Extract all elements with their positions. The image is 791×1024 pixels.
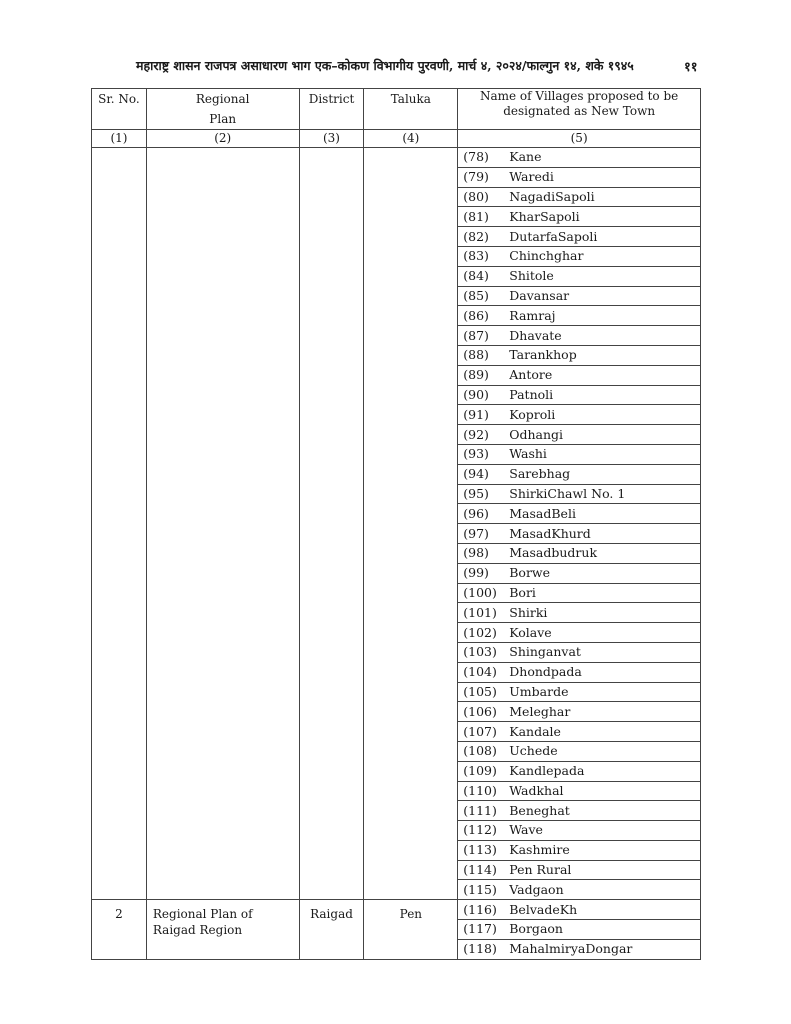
table-row-block-1 (92, 148, 701, 900)
village-row (458, 741, 700, 761)
village-name: Dhavate (507, 326, 700, 346)
village-name: Davansar (507, 286, 700, 306)
village-number: (84) (458, 266, 507, 286)
village-number: (103) (458, 642, 507, 662)
village-row (458, 425, 700, 445)
village-number: (96) (458, 504, 507, 524)
village-number: (115) (458, 880, 507, 899)
village-number: (92) (458, 425, 507, 445)
village-name: Kane (509, 149, 542, 165)
village-row (458, 484, 700, 504)
village-name: MasadKhurd (507, 524, 700, 544)
village-row (458, 187, 700, 207)
village-row (458, 722, 700, 742)
village-name: Patnoli (507, 385, 700, 405)
village-row (458, 385, 700, 405)
village-name: Ramraj (507, 306, 700, 326)
village-number: (109) (458, 761, 507, 781)
village-number: (82) (458, 227, 507, 247)
village-name: Wadkhal (507, 781, 700, 801)
village-name: Beneghat (507, 801, 700, 821)
villages-table (91, 88, 701, 960)
village-name: Shirki (507, 603, 700, 623)
village-name: Uchede (507, 741, 700, 761)
village-number: (114) (458, 860, 507, 880)
village-number: (113) (458, 840, 507, 860)
village-name: Waredi (507, 167, 700, 187)
village-name: Antore (507, 365, 700, 385)
village-name: Koproli (507, 405, 700, 425)
village-row (458, 662, 700, 682)
village-row (458, 543, 700, 563)
village-number: (118) (458, 939, 507, 958)
village-name: Kashmire (507, 840, 700, 860)
village-number: (105) (458, 682, 507, 702)
village-row (458, 840, 700, 860)
col-header-villages: Name of Villages proposed to be designated as New Town (458, 89, 701, 130)
village-number: (91) (458, 405, 507, 425)
village-name: MahalmiryaDongar (507, 939, 700, 958)
village-row (458, 227, 700, 247)
village-row (458, 642, 700, 662)
village-row (458, 345, 700, 365)
village-number: (112) (458, 821, 507, 841)
village-name: Vadgaon (507, 880, 700, 899)
village-number: (94) (458, 464, 507, 484)
village-row (458, 563, 700, 583)
village-row (458, 405, 700, 425)
village-name: NagadiSapoli (507, 187, 700, 207)
taluka-name: Pen (364, 900, 458, 959)
col-header-regional-plan: Regional Plan (146, 89, 299, 130)
village-number: (81) (458, 207, 507, 227)
village-name: Borwe (507, 563, 700, 583)
village-number: (89) (458, 365, 507, 385)
village-number: (102) (458, 623, 507, 643)
col-number: (5) (458, 130, 701, 148)
village-row (458, 148, 700, 167)
village-name: BelvadeKh (509, 901, 578, 917)
col-header-sr: Sr. No. (92, 89, 147, 130)
village-row (458, 821, 700, 841)
district-name: Raigad (299, 900, 364, 959)
village-number: (100) (458, 583, 507, 603)
village-number: (98) (458, 543, 507, 563)
village-number: (117) (458, 920, 507, 940)
village-name: Shinganvat (507, 642, 700, 662)
village-number: (93) (458, 444, 507, 464)
village-number: (107) (458, 722, 507, 742)
village-row (458, 365, 700, 385)
village-number: (99) (458, 563, 507, 583)
village-name: KharSapoli (507, 207, 700, 227)
village-row (458, 900, 700, 919)
village-number: (80) (458, 187, 507, 207)
village-number: (110) (458, 781, 507, 801)
village-name: DutarfaSapoli (507, 227, 700, 247)
village-row (458, 781, 700, 801)
village-row (458, 266, 700, 286)
village-row (458, 761, 700, 781)
village-row (458, 702, 700, 722)
page-number: ११ (684, 60, 698, 75)
column-number-row (92, 130, 701, 148)
village-row (458, 939, 700, 958)
village-number: (95) (458, 484, 507, 504)
village-row (458, 444, 700, 464)
village-number: (97) (458, 524, 507, 544)
village-name: Washi (507, 444, 700, 464)
village-list-block-2 (458, 900, 700, 958)
village-name: Borgaon (507, 920, 700, 940)
village-list-block-1 (458, 148, 700, 899)
village-name: Umbarde (507, 682, 700, 702)
village-name: Wave (507, 821, 700, 841)
village-name: Bori (507, 583, 700, 603)
village-row (458, 464, 700, 484)
village-number: (108) (458, 741, 507, 761)
table-row-block-2 (92, 900, 701, 959)
village-number: (88) (458, 345, 507, 365)
gazette-header-title: महाराष्ट्र शासन राजपत्र असाधारण भाग एक–कोकण विभागीय पुरवणी, मार्च ४, २०२४/फाल्गुन १४, शके १९४५ (136, 58, 634, 73)
village-number: (78) (463, 149, 489, 165)
village-number: (86) (458, 306, 507, 326)
village-row (458, 504, 700, 524)
village-name: Dhondpada (507, 662, 700, 682)
village-name: ShirkiChawl No. 1 (507, 484, 700, 504)
village-name: Sarebhag (507, 464, 700, 484)
village-row (458, 860, 700, 880)
col-number: (4) (364, 130, 458, 148)
village-name: Pen Rural (507, 860, 700, 880)
col-number: (1) (92, 130, 147, 148)
table-header-row (92, 89, 701, 130)
village-row (458, 286, 700, 306)
village-name: Masadbudruk (507, 543, 700, 563)
village-number: (116) (463, 901, 497, 917)
village-number: (79) (458, 167, 507, 187)
village-row (458, 603, 700, 623)
village-name: Meleghar (507, 702, 700, 722)
col-header-district: District (299, 89, 364, 130)
village-name: Kandlepada (507, 761, 700, 781)
village-row (458, 524, 700, 544)
village-number: (101) (458, 603, 507, 623)
village-row (458, 682, 700, 702)
col-number: (2) (146, 130, 299, 148)
village-row (458, 207, 700, 227)
regional-plan-name: Regional Plan of Raigad Region (146, 900, 299, 959)
village-row (458, 167, 700, 187)
col-header-taluka: Taluka (364, 89, 458, 130)
village-row (458, 920, 700, 940)
village-number: (87) (458, 326, 507, 346)
village-name: Kolave (507, 623, 700, 643)
village-row (458, 306, 700, 326)
village-name: Kandale (507, 722, 700, 742)
village-row (458, 623, 700, 643)
village-name: Shitole (507, 266, 700, 286)
village-row (458, 326, 700, 346)
village-number: (83) (458, 246, 507, 266)
village-number: (111) (458, 801, 507, 821)
village-name: Odhangi (507, 425, 700, 445)
village-name: MasadBeli (507, 504, 700, 524)
village-row (458, 246, 700, 266)
village-number: (104) (458, 662, 507, 682)
village-name: Tarankhop (507, 345, 700, 365)
village-number: (90) (458, 385, 507, 405)
col-number: (3) (299, 130, 364, 148)
village-row (458, 583, 700, 603)
village-row (458, 880, 700, 899)
sr-number: 2 (92, 900, 147, 959)
village-number: (106) (458, 702, 507, 722)
village-number: (85) (458, 286, 507, 306)
village-row (458, 801, 700, 821)
village-name: Chinchghar (507, 246, 700, 266)
